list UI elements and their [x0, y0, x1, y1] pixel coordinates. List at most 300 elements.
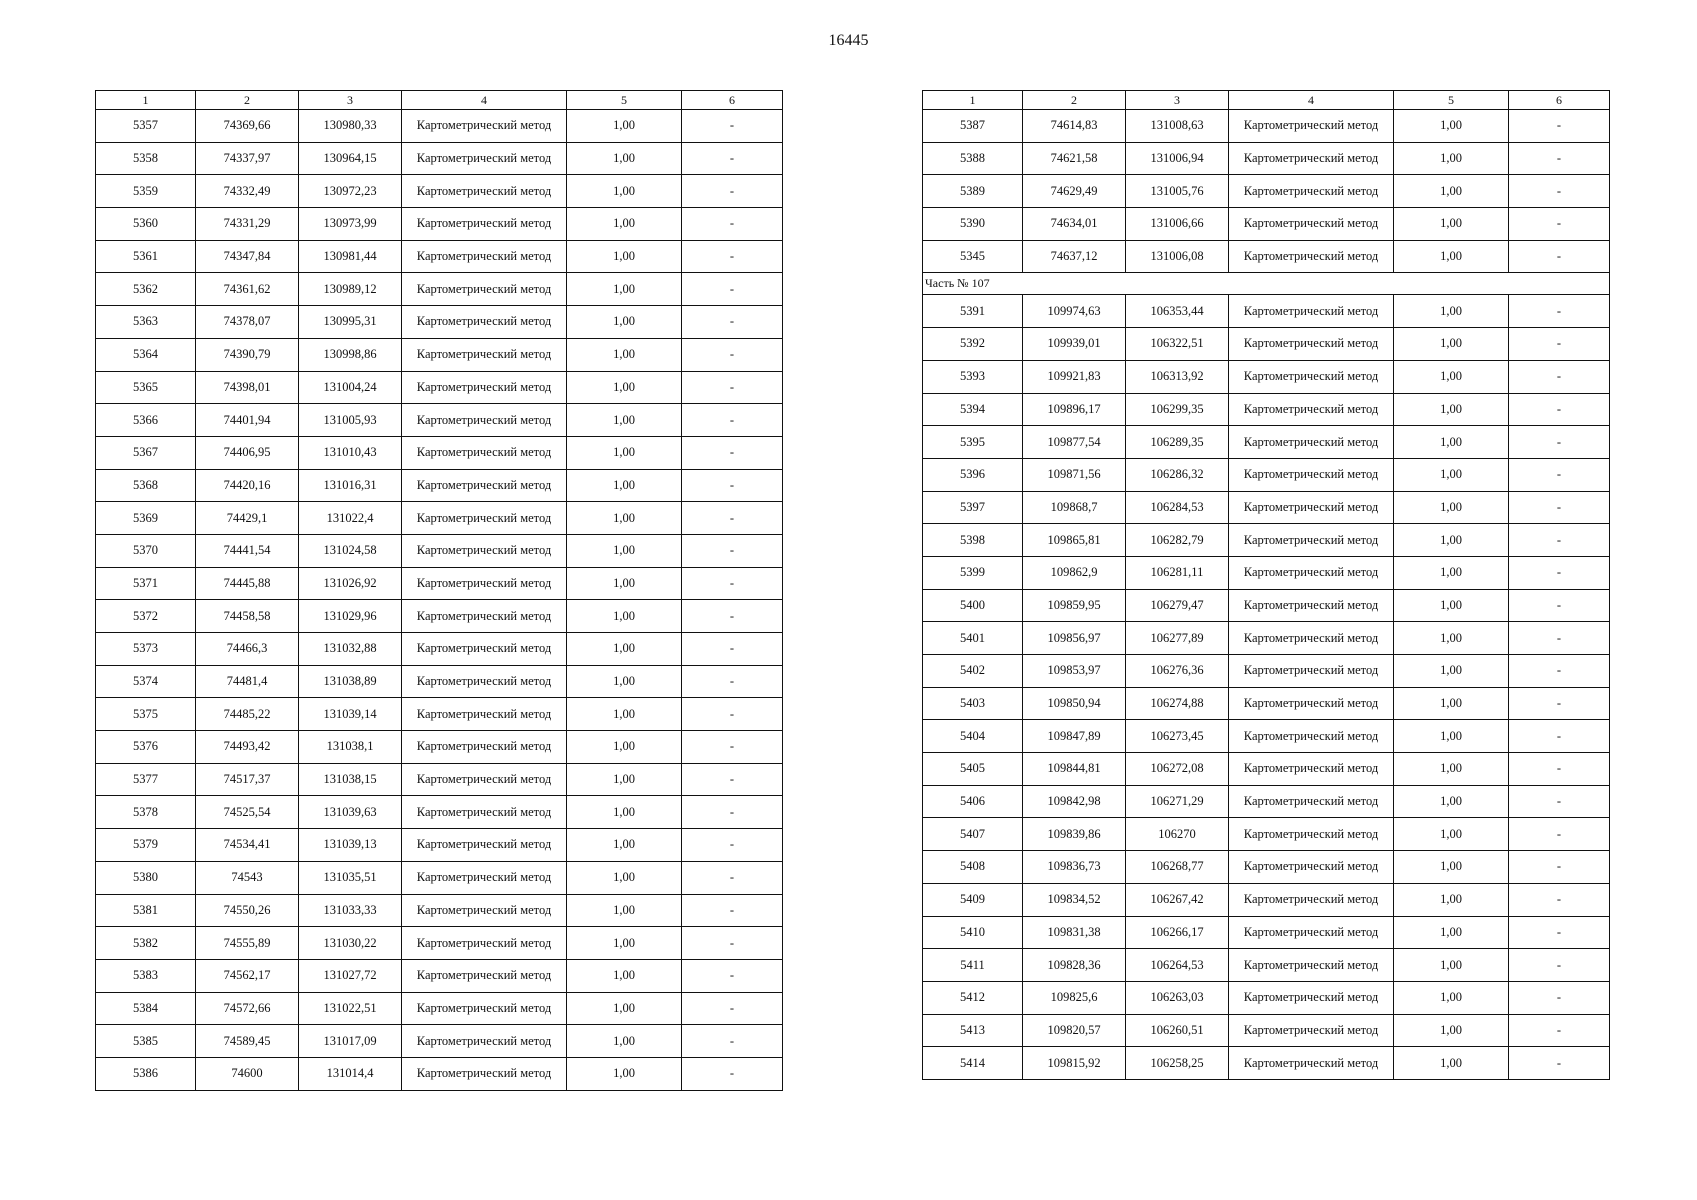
table-row — [96, 763, 783, 796]
table-row — [923, 360, 1610, 393]
point-number-cell: 5403 — [923, 687, 1023, 720]
table-row — [923, 949, 1610, 982]
point-number-cell: 5373 — [96, 633, 196, 666]
x-coordinate-cell: 74332,49 — [196, 175, 299, 208]
accuracy-cell: 1,00 — [1394, 295, 1509, 328]
method-cell: Картометрический метод — [402, 763, 567, 796]
table-row — [96, 861, 783, 894]
note-cell: - — [1509, 720, 1610, 753]
accuracy-cell: 1,00 — [567, 240, 682, 273]
method-cell: Картометрический метод — [402, 600, 567, 633]
accuracy-cell: 1,00 — [1394, 687, 1509, 720]
method-cell: Картометрический метод — [1229, 1014, 1394, 1047]
x-coordinate-cell: 74634,01 — [1023, 208, 1126, 241]
point-number-cell: 5345 — [923, 240, 1023, 273]
x-coordinate-cell: 74361,62 — [196, 273, 299, 306]
y-coordinate-cell: 106264,53 — [1126, 949, 1229, 982]
method-cell: Картометрический метод — [1229, 785, 1394, 818]
x-coordinate-cell: 109896,17 — [1023, 393, 1126, 426]
method-cell: Картометрический метод — [402, 633, 567, 666]
point-number-cell: 5391 — [923, 295, 1023, 328]
table-row — [96, 665, 783, 698]
point-number-cell: 5398 — [923, 524, 1023, 557]
table-row — [96, 829, 783, 862]
note-cell: - — [1509, 589, 1610, 622]
note-cell: - — [1509, 556, 1610, 589]
note-cell: - — [1509, 142, 1610, 175]
y-coordinate-cell: 131022,4 — [299, 502, 402, 535]
point-number-cell: 5390 — [923, 208, 1023, 241]
point-number-cell: 5396 — [923, 458, 1023, 491]
point-number-cell: 5384 — [96, 992, 196, 1025]
method-cell: Картометрический метод — [1229, 949, 1394, 982]
note-cell: - — [682, 665, 783, 698]
y-coordinate-cell: 131010,43 — [299, 436, 402, 469]
x-coordinate-cell: 109847,89 — [1023, 720, 1126, 753]
y-coordinate-cell: 131035,51 — [299, 861, 402, 894]
note-cell: - — [1509, 208, 1610, 241]
accuracy-cell: 1,00 — [1394, 240, 1509, 273]
column-header: 1 — [96, 91, 196, 110]
note-cell: - — [682, 240, 783, 273]
column-header: 2 — [196, 91, 299, 110]
point-number-cell: 5368 — [96, 469, 196, 502]
accuracy-cell: 1,00 — [1394, 655, 1509, 688]
x-coordinate-cell: 74445,88 — [196, 567, 299, 600]
accuracy-cell: 1,00 — [567, 1025, 682, 1058]
accuracy-cell: 1,00 — [1394, 208, 1509, 241]
note-cell: - — [682, 861, 783, 894]
y-coordinate-cell: 131004,24 — [299, 371, 402, 404]
y-coordinate-cell: 131006,66 — [1126, 208, 1229, 241]
method-cell: Картометрический метод — [1229, 916, 1394, 949]
table-row — [96, 698, 783, 731]
x-coordinate-cell: 74347,84 — [196, 240, 299, 273]
accuracy-cell: 1,00 — [567, 502, 682, 535]
point-number-cell: 5367 — [96, 436, 196, 469]
note-cell: - — [682, 567, 783, 600]
y-coordinate-cell: 106271,29 — [1126, 785, 1229, 818]
accuracy-cell: 1,00 — [1394, 142, 1509, 175]
table-row — [96, 633, 783, 666]
method-cell: Картометрический метод — [402, 959, 567, 992]
accuracy-cell: 1,00 — [1394, 175, 1509, 208]
method-cell: Картометрический метод — [402, 175, 567, 208]
note-cell: - — [1509, 524, 1610, 557]
method-cell: Картометрический метод — [402, 1025, 567, 1058]
accuracy-cell: 1,00 — [567, 469, 682, 502]
y-coordinate-cell: 131006,08 — [1126, 240, 1229, 273]
accuracy-cell: 1,00 — [567, 567, 682, 600]
note-cell: - — [1509, 360, 1610, 393]
y-coordinate-cell: 131027,72 — [299, 959, 402, 992]
method-cell: Картометрический метод — [402, 796, 567, 829]
point-number-cell: 5402 — [923, 655, 1023, 688]
table-row — [96, 567, 783, 600]
table-row — [923, 622, 1610, 655]
accuracy-cell: 1,00 — [567, 208, 682, 241]
table-row — [96, 894, 783, 927]
method-cell: Картометрический метод — [1229, 622, 1394, 655]
table-row — [923, 142, 1610, 175]
column-header: 6 — [1509, 91, 1610, 110]
x-coordinate-cell: 74378,07 — [196, 306, 299, 339]
y-coordinate-cell: 130972,23 — [299, 175, 402, 208]
column-header: 2 — [1023, 91, 1126, 110]
note-cell: - — [682, 436, 783, 469]
x-coordinate-cell: 74406,95 — [196, 436, 299, 469]
table-row — [96, 1025, 783, 1058]
note-cell: - — [682, 992, 783, 1025]
right-table-body — [923, 110, 1610, 1080]
x-coordinate-cell: 74466,3 — [196, 633, 299, 666]
point-number-cell: 5366 — [96, 404, 196, 437]
note-cell: - — [682, 306, 783, 339]
column-header: 5 — [567, 91, 682, 110]
note-cell: - — [682, 829, 783, 862]
method-cell: Картометрический метод — [402, 665, 567, 698]
note-cell: - — [682, 698, 783, 731]
x-coordinate-cell: 74550,26 — [196, 894, 299, 927]
x-coordinate-cell: 74429,1 — [196, 502, 299, 535]
x-coordinate-cell: 109839,86 — [1023, 818, 1126, 851]
x-coordinate-cell: 74401,94 — [196, 404, 299, 437]
y-coordinate-cell: 106270 — [1126, 818, 1229, 851]
method-cell: Картометрический метод — [402, 502, 567, 535]
accuracy-cell: 1,00 — [567, 731, 682, 764]
y-coordinate-cell: 131038,1 — [299, 731, 402, 764]
method-cell: Картометрический метод — [402, 110, 567, 143]
table-row — [923, 883, 1610, 916]
table-row — [96, 142, 783, 175]
method-cell: Картометрический метод — [402, 698, 567, 731]
x-coordinate-cell: 109871,56 — [1023, 458, 1126, 491]
table-row — [923, 720, 1610, 753]
table-row — [923, 175, 1610, 208]
point-number-cell: 5392 — [923, 328, 1023, 361]
table-row — [923, 655, 1610, 688]
accuracy-cell: 1,00 — [567, 600, 682, 633]
table-row — [96, 927, 783, 960]
x-coordinate-cell: 109939,01 — [1023, 328, 1126, 361]
accuracy-cell: 1,00 — [1394, 458, 1509, 491]
column-header: 1 — [923, 91, 1023, 110]
point-number-cell: 5411 — [923, 949, 1023, 982]
table-row — [923, 753, 1610, 786]
method-cell: Картометрический метод — [1229, 589, 1394, 622]
accuracy-cell: 1,00 — [567, 142, 682, 175]
x-coordinate-cell: 74621,58 — [1023, 142, 1126, 175]
x-coordinate-cell: 109868,7 — [1023, 491, 1126, 524]
section-label: Часть № 107 — [923, 273, 1610, 295]
method-cell: Картометрический метод — [1229, 818, 1394, 851]
y-coordinate-cell: 106272,08 — [1126, 753, 1229, 786]
note-cell: - — [682, 763, 783, 796]
y-coordinate-cell: 130980,33 — [299, 110, 402, 143]
accuracy-cell: 1,00 — [567, 273, 682, 306]
header-row — [923, 91, 1610, 110]
y-coordinate-cell: 130964,15 — [299, 142, 402, 175]
note-cell: - — [1509, 785, 1610, 818]
point-number-cell: 5370 — [96, 534, 196, 567]
table-row — [923, 1014, 1610, 1047]
y-coordinate-cell: 106284,53 — [1126, 491, 1229, 524]
note-cell: - — [1509, 393, 1610, 426]
table-row — [923, 110, 1610, 143]
y-coordinate-cell: 106289,35 — [1126, 426, 1229, 459]
point-number-cell: 5404 — [923, 720, 1023, 753]
point-number-cell: 5408 — [923, 851, 1023, 884]
note-cell: - — [1509, 295, 1610, 328]
note-cell: - — [1509, 1014, 1610, 1047]
left-coordinates-table — [95, 90, 783, 1091]
x-coordinate-cell: 74614,83 — [1023, 110, 1126, 143]
method-cell: Картометрический метод — [402, 1057, 567, 1090]
method-cell: Картометрический метод — [1229, 360, 1394, 393]
accuracy-cell: 1,00 — [567, 992, 682, 1025]
point-number-cell: 5375 — [96, 698, 196, 731]
point-number-cell: 5405 — [923, 753, 1023, 786]
note-cell: - — [1509, 110, 1610, 143]
point-number-cell: 5406 — [923, 785, 1023, 818]
accuracy-cell: 1,00 — [567, 1057, 682, 1090]
point-number-cell: 5369 — [96, 502, 196, 535]
note-cell: - — [1509, 1047, 1610, 1080]
method-cell: Картометрический метод — [1229, 328, 1394, 361]
x-coordinate-cell: 74572,66 — [196, 992, 299, 1025]
x-coordinate-cell: 74534,41 — [196, 829, 299, 862]
table-row — [923, 1047, 1610, 1080]
table-row — [96, 240, 783, 273]
accuracy-cell: 1,00 — [1394, 916, 1509, 949]
method-cell: Картометрический метод — [1229, 851, 1394, 884]
accuracy-cell: 1,00 — [567, 763, 682, 796]
method-cell: Картометрический метод — [1229, 524, 1394, 557]
table-row — [96, 959, 783, 992]
method-cell: Картометрический метод — [402, 338, 567, 371]
method-cell: Картометрический метод — [1229, 458, 1394, 491]
x-coordinate-cell: 74398,01 — [196, 371, 299, 404]
table-row — [96, 469, 783, 502]
method-cell: Картометрический метод — [1229, 393, 1394, 426]
y-coordinate-cell: 106276,36 — [1126, 655, 1229, 688]
x-coordinate-cell: 74441,54 — [196, 534, 299, 567]
table-row — [96, 338, 783, 371]
method-cell: Картометрический метод — [1229, 1047, 1394, 1080]
x-coordinate-cell: 109856,97 — [1023, 622, 1126, 655]
point-number-cell: 5379 — [96, 829, 196, 862]
note-cell: - — [682, 1057, 783, 1090]
accuracy-cell: 1,00 — [1394, 110, 1509, 143]
point-number-cell: 5364 — [96, 338, 196, 371]
note-cell: - — [1509, 851, 1610, 884]
y-coordinate-cell: 106299,35 — [1126, 393, 1229, 426]
accuracy-cell: 1,00 — [1394, 949, 1509, 982]
accuracy-cell: 1,00 — [1394, 720, 1509, 753]
accuracy-cell: 1,00 — [567, 698, 682, 731]
table-row — [923, 589, 1610, 622]
y-coordinate-cell: 106258,25 — [1126, 1047, 1229, 1080]
point-number-cell: 5401 — [923, 622, 1023, 655]
point-number-cell: 5407 — [923, 818, 1023, 851]
table-row — [923, 393, 1610, 426]
table-row — [96, 534, 783, 567]
note-cell: - — [682, 1025, 783, 1058]
x-coordinate-cell: 74485,22 — [196, 698, 299, 731]
table-row — [96, 273, 783, 306]
x-coordinate-cell: 74543 — [196, 861, 299, 894]
x-coordinate-cell: 74600 — [196, 1057, 299, 1090]
accuracy-cell: 1,00 — [1394, 1014, 1509, 1047]
note-cell: - — [1509, 426, 1610, 459]
x-coordinate-cell: 109831,38 — [1023, 916, 1126, 949]
note-cell: - — [682, 894, 783, 927]
accuracy-cell: 1,00 — [1394, 491, 1509, 524]
x-coordinate-cell: 74562,17 — [196, 959, 299, 992]
x-coordinate-cell: 74589,45 — [196, 1025, 299, 1058]
point-number-cell: 5361 — [96, 240, 196, 273]
accuracy-cell: 1,00 — [1394, 622, 1509, 655]
point-number-cell: 5365 — [96, 371, 196, 404]
table-row — [923, 687, 1610, 720]
point-number-cell: 5362 — [96, 273, 196, 306]
point-number-cell: 5397 — [923, 491, 1023, 524]
y-coordinate-cell: 130998,86 — [299, 338, 402, 371]
x-coordinate-cell: 109850,94 — [1023, 687, 1126, 720]
note-cell: - — [682, 502, 783, 535]
y-coordinate-cell: 131016,31 — [299, 469, 402, 502]
accuracy-cell: 1,00 — [567, 404, 682, 437]
method-cell: Картометрический метод — [1229, 240, 1394, 273]
table-row — [923, 491, 1610, 524]
y-coordinate-cell: 131022,51 — [299, 992, 402, 1025]
y-coordinate-cell: 131038,15 — [299, 763, 402, 796]
point-number-cell: 5357 — [96, 110, 196, 143]
accuracy-cell: 1,00 — [567, 436, 682, 469]
point-number-cell: 5360 — [96, 208, 196, 241]
point-number-cell: 5413 — [923, 1014, 1023, 1047]
note-cell: - — [682, 959, 783, 992]
note-cell: - — [1509, 916, 1610, 949]
point-number-cell: 5358 — [96, 142, 196, 175]
note-cell: - — [682, 110, 783, 143]
y-coordinate-cell: 106267,42 — [1126, 883, 1229, 916]
table-row — [923, 458, 1610, 491]
x-coordinate-cell: 109974,63 — [1023, 295, 1126, 328]
table-row — [96, 404, 783, 437]
y-coordinate-cell: 131030,22 — [299, 927, 402, 960]
note-cell: - — [1509, 818, 1610, 851]
right-table-header — [923, 91, 1610, 110]
point-number-cell: 5414 — [923, 1047, 1023, 1080]
accuracy-cell: 1,00 — [1394, 426, 1509, 459]
y-coordinate-cell: 131008,63 — [1126, 110, 1229, 143]
accuracy-cell: 1,00 — [567, 927, 682, 960]
y-coordinate-cell: 106282,79 — [1126, 524, 1229, 557]
y-coordinate-cell: 131032,88 — [299, 633, 402, 666]
method-cell: Картометрический метод — [1229, 981, 1394, 1014]
method-cell: Картометрический метод — [1229, 110, 1394, 143]
x-coordinate-cell: 109859,95 — [1023, 589, 1126, 622]
y-coordinate-cell: 130973,99 — [299, 208, 402, 241]
x-coordinate-cell: 109853,97 — [1023, 655, 1126, 688]
point-number-cell: 5395 — [923, 426, 1023, 459]
x-coordinate-cell: 109820,57 — [1023, 1014, 1126, 1047]
point-number-cell: 5383 — [96, 959, 196, 992]
note-cell: - — [682, 534, 783, 567]
table-row — [923, 524, 1610, 557]
x-coordinate-cell: 74420,16 — [196, 469, 299, 502]
x-coordinate-cell: 74337,97 — [196, 142, 299, 175]
point-number-cell: 5388 — [923, 142, 1023, 175]
point-number-cell: 5382 — [96, 927, 196, 960]
point-number-cell: 5394 — [923, 393, 1023, 426]
method-cell: Картометрический метод — [1229, 720, 1394, 753]
y-coordinate-cell: 131029,96 — [299, 600, 402, 633]
method-cell: Картометрический метод — [402, 731, 567, 764]
note-cell: - — [1509, 949, 1610, 982]
method-cell: Картометрический метод — [1229, 142, 1394, 175]
point-number-cell: 5387 — [923, 110, 1023, 143]
y-coordinate-cell: 106266,17 — [1126, 916, 1229, 949]
y-coordinate-cell: 131038,89 — [299, 665, 402, 698]
method-cell: Картометрический метод — [1229, 491, 1394, 524]
x-coordinate-cell: 109865,81 — [1023, 524, 1126, 557]
note-cell: - — [1509, 491, 1610, 524]
y-coordinate-cell: 106322,51 — [1126, 328, 1229, 361]
table-row — [96, 731, 783, 764]
point-number-cell: 5400 — [923, 589, 1023, 622]
note-cell: - — [1509, 622, 1610, 655]
method-cell: Картометрический метод — [1229, 687, 1394, 720]
note-cell: - — [1509, 328, 1610, 361]
accuracy-cell: 1,00 — [1394, 818, 1509, 851]
method-cell: Картометрический метод — [402, 273, 567, 306]
point-number-cell: 5410 — [923, 916, 1023, 949]
accuracy-cell: 1,00 — [567, 796, 682, 829]
method-cell: Картометрический метод — [402, 829, 567, 862]
accuracy-cell: 1,00 — [567, 959, 682, 992]
column-header: 4 — [402, 91, 567, 110]
y-coordinate-cell: 106279,47 — [1126, 589, 1229, 622]
page-number: 16445 — [828, 32, 869, 49]
point-number-cell: 5385 — [96, 1025, 196, 1058]
point-number-cell: 5372 — [96, 600, 196, 633]
table-row — [96, 796, 783, 829]
table-row — [923, 208, 1610, 241]
x-coordinate-cell: 74517,37 — [196, 763, 299, 796]
accuracy-cell: 1,00 — [567, 110, 682, 143]
accuracy-cell: 1,00 — [1394, 589, 1509, 622]
y-coordinate-cell: 106273,45 — [1126, 720, 1229, 753]
y-coordinate-cell: 131005,76 — [1126, 175, 1229, 208]
point-number-cell: 5412 — [923, 981, 1023, 1014]
x-coordinate-cell: 74493,42 — [196, 731, 299, 764]
accuracy-cell: 1,00 — [1394, 785, 1509, 818]
x-coordinate-cell: 109836,73 — [1023, 851, 1126, 884]
point-number-cell: 5363 — [96, 306, 196, 339]
method-cell: Картометрический метод — [402, 992, 567, 1025]
point-number-cell: 5380 — [96, 861, 196, 894]
point-number-cell: 5376 — [96, 731, 196, 764]
point-number-cell: 5399 — [923, 556, 1023, 589]
point-number-cell: 5359 — [96, 175, 196, 208]
note-cell: - — [682, 142, 783, 175]
accuracy-cell: 1,00 — [567, 894, 682, 927]
point-number-cell: 5377 — [96, 763, 196, 796]
y-coordinate-cell: 131024,58 — [299, 534, 402, 567]
y-coordinate-cell: 106286,32 — [1126, 458, 1229, 491]
